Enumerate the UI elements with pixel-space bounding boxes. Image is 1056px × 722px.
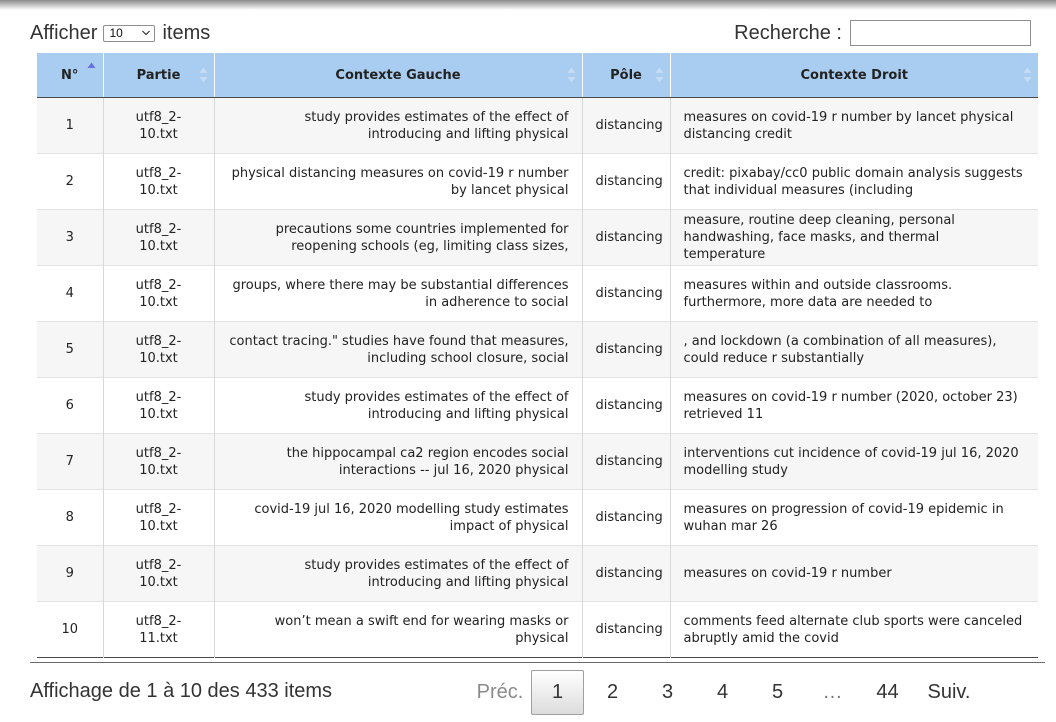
table-row xyxy=(37,378,1038,434)
previous-page-button[interactable]: Préc. xyxy=(476,681,524,703)
search-input[interactable] xyxy=(850,20,1031,46)
cell-number: 9 xyxy=(37,546,103,602)
page-button-3[interactable]: 3 xyxy=(661,681,674,703)
length-suffix-label: items xyxy=(162,21,211,44)
cell-partie: utf8_2-10.txt xyxy=(103,490,214,546)
pagination-ellipsis: … xyxy=(822,681,843,703)
cell-contexte-droit: measures on covid-19 r number xyxy=(670,546,1038,602)
cell-contexte-gauche: covid-19 jul 16, 2020 modelling study estimates impact of physical xyxy=(214,490,582,546)
table-row xyxy=(37,602,1038,658)
table-row xyxy=(37,210,1038,266)
cell-contexte-droit: measures on covid-19 r number by lancet physical distancing credit xyxy=(670,98,1038,154)
header-partie[interactable] xyxy=(103,53,214,98)
header-number[interactable] xyxy=(37,53,103,98)
table-header-row xyxy=(37,53,1038,98)
cell-contexte-gauche: physical distancing measures on covid-19 r number by lancet physical xyxy=(214,154,582,210)
cell-partie: utf8_2-11.txt xyxy=(103,602,214,658)
cell-pole: distancing xyxy=(582,378,670,434)
cell-number: 8 xyxy=(37,490,103,546)
search-label: Recherche : xyxy=(734,21,842,44)
sort-both-icon xyxy=(1023,66,1032,84)
cell-contexte-gauche: study provides estimates of the effect of introducing and lifting physical xyxy=(214,546,582,602)
page-button-1[interactable]: 1 xyxy=(531,670,584,715)
cell-contexte-droit: measures within and outside classrooms. furthermore, more data are needed to xyxy=(670,266,1038,322)
table-info: Affichage de 1 à 10 des 433 items xyxy=(30,680,333,702)
search-box xyxy=(734,20,1031,46)
cell-partie: utf8_2-10.txt xyxy=(103,546,214,602)
page-button-5[interactable]: 5 xyxy=(771,681,784,703)
cell-contexte-gauche: won’t mean a swift end for wearing masks or physical xyxy=(214,602,582,658)
sort-ascending-icon xyxy=(87,61,96,79)
cell-contexte-gauche: precautions some countries implemented for reopening schools (eg, limiting class sizes, xyxy=(214,210,582,266)
table-row xyxy=(37,266,1038,322)
cell-number: 7 xyxy=(37,434,103,490)
cell-contexte-droit: , and lockdown (a combination of all measures), could reduce r substantially xyxy=(670,322,1038,378)
header-pole[interactable] xyxy=(582,53,670,98)
cell-partie: utf8_2-10.txt xyxy=(103,378,214,434)
sort-both-icon xyxy=(199,66,208,84)
cell-contexte-gauche: study provides estimates of the effect of introducing and lifting physical xyxy=(214,98,582,154)
chevron-down-icon xyxy=(141,28,151,38)
table-row xyxy=(37,434,1038,490)
cell-contexte-droit: measures on progression of covid-19 epidemic in wuhan mar 26 xyxy=(670,490,1038,546)
cell-pole: distancing xyxy=(582,602,670,658)
table-controls xyxy=(30,20,1031,46)
cell-contexte-gauche: the hippocampal ca2 region encodes social interactions -- jul 16, 2020 physical xyxy=(214,434,582,490)
cell-partie: utf8_2-10.txt xyxy=(103,266,214,322)
header-pole-label: Pôle xyxy=(610,67,642,83)
cell-pole: distancing xyxy=(582,322,670,378)
cell-number: 5 xyxy=(37,322,103,378)
cell-contexte-gauche: study provides estimates of the effect of introducing and lifting physical xyxy=(214,378,582,434)
next-page-button[interactable]: Suiv. xyxy=(927,681,971,703)
header-partie-label: Partie xyxy=(136,67,181,83)
cell-partie: utf8_2-10.txt xyxy=(103,210,214,266)
header-contexte-droit[interactable] xyxy=(670,53,1038,98)
header-contexte-droit-label: Contexte Droit xyxy=(800,67,908,83)
cell-partie: utf8_2-10.txt xyxy=(103,434,214,490)
page-button-2[interactable]: 2 xyxy=(606,681,619,703)
cell-pole: distancing xyxy=(582,210,670,266)
page-size-value: 10 xyxy=(109,26,123,40)
cell-pole: distancing xyxy=(582,546,670,602)
length-menu xyxy=(30,20,210,46)
cell-number: 10 xyxy=(37,602,103,658)
cell-partie: utf8_2-10.txt xyxy=(103,322,214,378)
cell-contexte-droit: comments feed alternate club sports were canceled abruptly amid the covid xyxy=(670,602,1038,658)
cell-pole: distancing xyxy=(582,490,670,546)
cell-number: 4 xyxy=(37,266,103,322)
header-contexte-gauche[interactable] xyxy=(214,53,582,98)
page-button-4[interactable]: 4 xyxy=(716,681,729,703)
pagination xyxy=(470,670,983,715)
cell-contexte-gauche: contact tracing." studies have found that measures, including school closure, social xyxy=(214,322,582,378)
length-prefix-label: Afficher xyxy=(30,21,98,44)
concordance-table xyxy=(37,53,1038,658)
table-row xyxy=(37,98,1038,154)
page-size-select[interactable] xyxy=(103,25,155,42)
header-contexte-gauche-label: Contexte Gauche xyxy=(335,67,461,83)
sort-both-icon xyxy=(567,66,576,84)
cell-pole: distancing xyxy=(582,434,670,490)
cell-partie: utf8_2-10.txt xyxy=(103,98,214,154)
table-row xyxy=(37,154,1038,210)
header-number-label: N° xyxy=(61,67,79,83)
top-shadow xyxy=(0,0,1056,10)
cell-pole: distancing xyxy=(582,154,670,210)
cell-contexte-droit: interventions cut incidence of covid-19 jul 16, 2020 modelling study xyxy=(670,434,1038,490)
cell-number: 2 xyxy=(37,154,103,210)
cell-partie: utf8_2-10.txt xyxy=(103,154,214,210)
table-row xyxy=(37,322,1038,378)
cell-contexte-droit: measures on covid-19 r number (2020, october 23) retrieved 11 xyxy=(670,378,1038,434)
cell-number: 6 xyxy=(37,378,103,434)
cell-number: 1 xyxy=(37,98,103,154)
cell-pole: distancing xyxy=(582,266,670,322)
cell-number: 3 xyxy=(37,210,103,266)
cell-contexte-droit: measure, routine deep cleaning, personal handwashing, face masks, and thermal temperature xyxy=(670,210,1038,266)
cell-contexte-gauche: groups, where there may be substantial differences in adherence to social xyxy=(214,266,582,322)
cell-contexte-droit: credit: pixabay/cc0 public domain analysis suggests that individual measures (including xyxy=(670,154,1038,210)
sort-both-icon xyxy=(655,66,664,84)
table-row xyxy=(37,546,1038,602)
cell-pole: distancing xyxy=(582,98,670,154)
page-button-44[interactable]: 44 xyxy=(876,681,899,703)
table-row xyxy=(37,490,1038,546)
table-bottom-rule xyxy=(30,662,1045,663)
